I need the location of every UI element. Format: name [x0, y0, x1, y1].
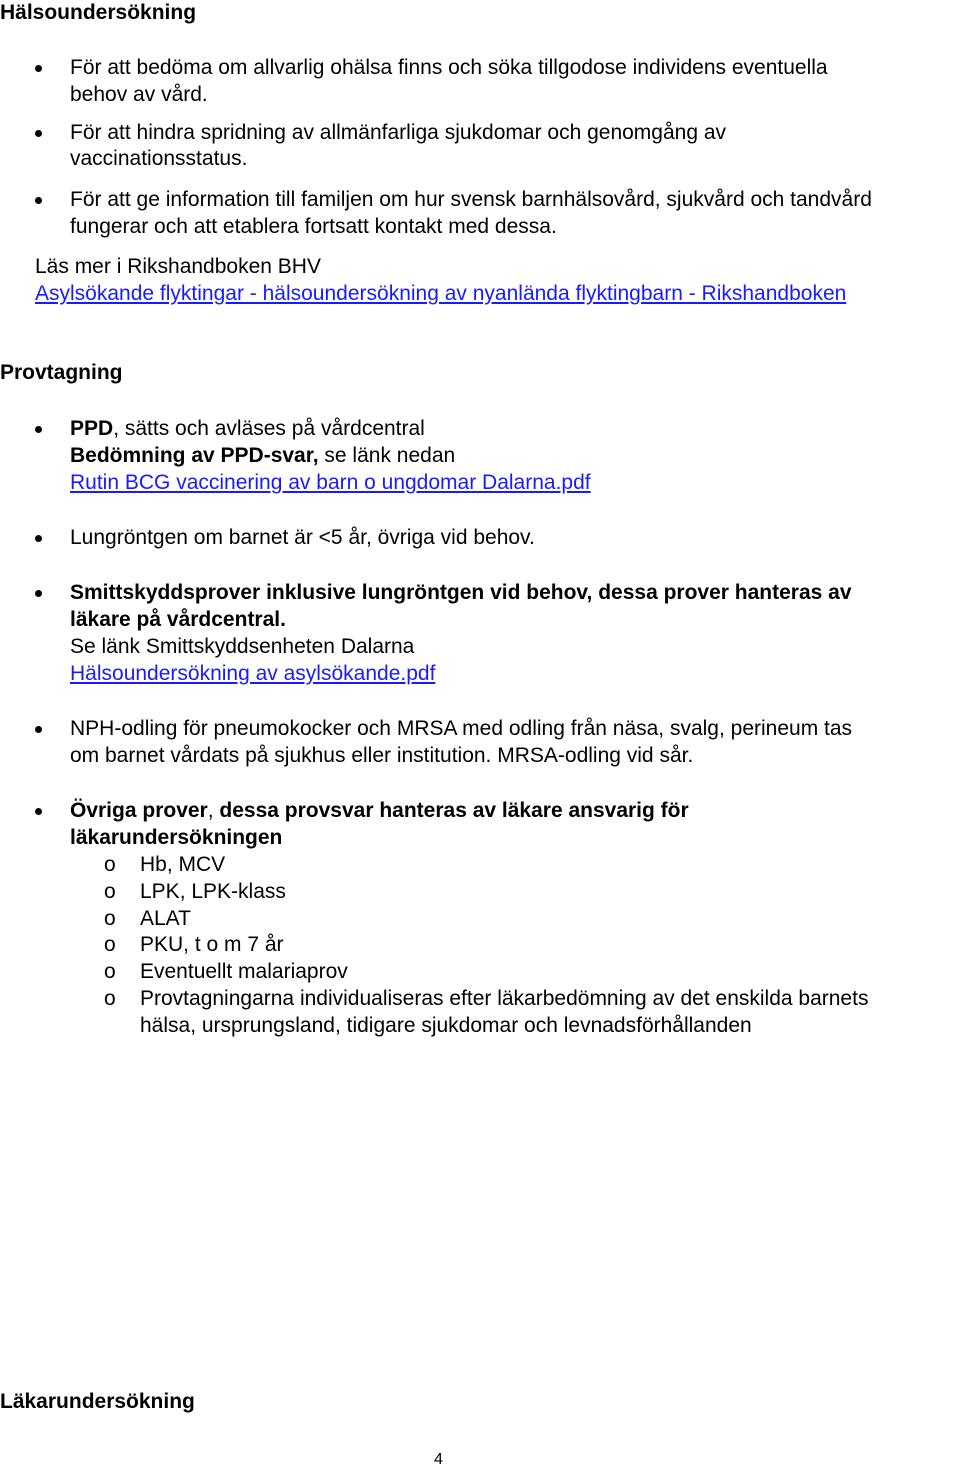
rikshandboken-link[interactable]: Asylsökande flyktingar - hälsoundersökning av nyanlända flyktingbarn - Rikshandboken [35, 282, 847, 305]
other-line2: läkarundersökningen [70, 826, 283, 849]
bullet-3-line1: För att ge information till familjen om hur svensk barnhälsovård, sjukvård och tandvård [70, 188, 872, 211]
sub-marker: o [104, 987, 116, 1010]
subitem-malaria: Eventuellt malariaprov [140, 960, 348, 983]
ppd-eval-bold: Bedömning av PPD-svar, [70, 444, 319, 467]
ppd-rest: , sätts och avläses på vårdcentral [113, 417, 425, 440]
bullet-icon [35, 65, 42, 72]
other-bold2: dessa provsvar hanteras av läkare ansvarig för [219, 799, 689, 822]
bullet-icon [35, 535, 42, 542]
ppd-eval-line [70, 443, 455, 469]
bullet-2-line2: vaccinationsstatus. [70, 147, 248, 170]
nph-line1: NPH-odling för pneumokocker och MRSA med odling från näsa, svalg, perineum tas [70, 717, 853, 740]
subitem-pku: PKU, t o m 7 år [140, 933, 284, 956]
bullet-1-line1: För att bedöma om allvarlig ohälsa finns och söka tillgodose individens eventuella [70, 56, 828, 79]
other-sep: , [207, 799, 220, 822]
subitem-alat: ALAT [140, 907, 191, 930]
bullet-icon [35, 130, 42, 137]
sub-marker: o [104, 880, 116, 903]
smitt-line2: läkare på vårdcentral. [70, 608, 286, 631]
bullet-3-line2: fungerar och att etablera fortsatt kontakt med dessa. [70, 215, 557, 238]
page-number: 4 [434, 1451, 443, 1468]
heading-provtagning: Provtagning [0, 361, 123, 384]
smitt-see: Se länk Smittskyddsenheten Dalarna [70, 635, 415, 658]
ppd-bold: PPD [70, 417, 114, 440]
subitem-hb: Hb, MCV [140, 853, 226, 876]
ppd-line [70, 416, 425, 442]
other-line1 [70, 798, 689, 824]
bullet-icon [35, 197, 42, 204]
subitem-individual-line2: hälsa, ursprungsland, tidigare sjukdomar och levnadsförhållanden [140, 1014, 752, 1037]
ppd-eval-rest: se länk nedan [318, 444, 456, 467]
subitem-lpk: LPK, LPK-klass [140, 880, 286, 903]
bcg-link[interactable]: Rutin BCG vaccinering av barn o ungdomar Dalarna.pdf [70, 471, 591, 494]
bullet-icon [35, 726, 42, 733]
heading-halsoundersokning: Hälsoundersökning [0, 1, 197, 24]
bullet-1-line2: behov av vård. [70, 83, 208, 106]
bullet-icon [35, 590, 42, 597]
sub-marker: o [104, 853, 116, 876]
bullet-2-line1: För att hindra spridning av allmänfarliga sjukdomar och genomgång av [70, 121, 727, 144]
sub-marker: o [104, 907, 116, 930]
smitt-line1: Smittskyddsprover inklusive lungröntgen vid behov, dessa prover hanteras av [70, 581, 852, 604]
xray-text: Lungröntgen om barnet är <5 år, övriga vid behov. [70, 526, 535, 549]
bullet-icon [35, 426, 42, 433]
sub-marker: o [104, 933, 116, 956]
other-bold1: Övriga prover [70, 799, 208, 822]
read-more-text: Läs mer i Rikshandboken BHV [35, 255, 321, 278]
subitem-individual: Provtagningarna individualiseras efter läkarbedömning av det enskilda barnets [140, 987, 869, 1010]
bullet-icon [35, 808, 42, 815]
sub-marker: o [104, 960, 116, 983]
asylsokande-link[interactable]: Hälsoundersökning av asylsökande.pdf [70, 662, 436, 685]
heading-lakarundersokning: Läkarundersökning [0, 1390, 195, 1413]
nph-line2: om barnet vårdats på sjukhus eller institution. MRSA-odling vid sår. [70, 744, 694, 767]
